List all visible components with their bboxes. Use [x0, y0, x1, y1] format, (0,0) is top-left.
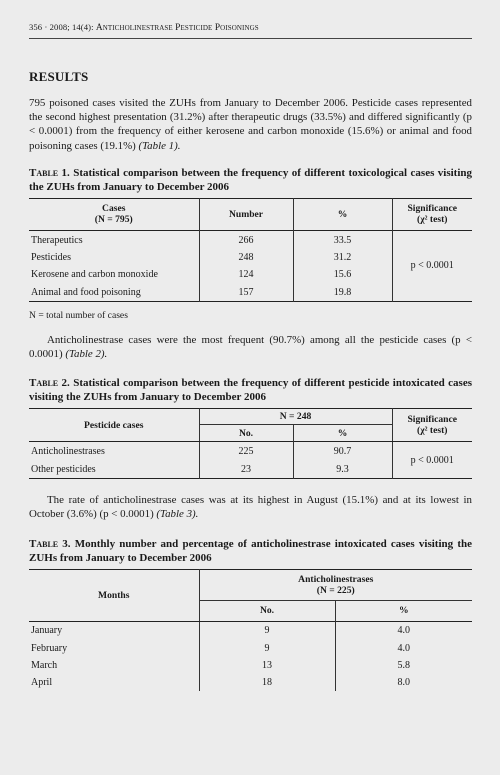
- table-3: [29, 569, 472, 692]
- table-caption: Table 2. Statistical comparison between the frequency of different pesticide intoxicated cases visiting the ZUHs from January to December 2006: [29, 377, 472, 404]
- table-header-row: [29, 569, 472, 600]
- table-row: Therapeutics 266 33.5 p < 0.0001: [29, 230, 472, 249]
- column-header: Months: [29, 569, 199, 621]
- column-header: Significance (χ² test): [392, 198, 472, 230]
- table-row: Other pesticides 23 9.3: [29, 461, 472, 479]
- table-row: February 9 4.0: [29, 640, 472, 657]
- results-paragraph-3: The rate of anticholinestrase cases was at its highest in August (15.1%) and at its lowest in October (3.6%) (p < 0.0001) (Table 3).: [29, 494, 472, 521]
- table-caption: Table 3. Monthly number and percentage of anticholinestrase intoxicated cases visiting the ZUHs from January to December 2006: [29, 537, 472, 564]
- table-ref: (Table 3).: [156, 508, 199, 521]
- page-info: 356 · 2008; 14(4):: [29, 22, 96, 32]
- column-header: Cases (N = 795): [94, 203, 133, 226]
- table-row: Animal and food poisoning 157 19.8: [29, 283, 472, 301]
- header-rule: [29, 38, 472, 39]
- table-row: January 9 4.0: [29, 621, 472, 640]
- table-header-row: [29, 409, 472, 425]
- journal-title: Anticholinestrase Pesticide Poisonings: [95, 23, 259, 33]
- column-header: Significance (χ² test): [392, 409, 472, 442]
- column-header: N = 248: [199, 409, 392, 425]
- column-header: No.: [199, 425, 293, 442]
- table-note: N = total number of cases: [29, 309, 128, 321]
- table-2: [29, 408, 472, 479]
- column-header: %: [293, 198, 392, 230]
- column-header: Anticholinestrases (N = 225): [199, 569, 472, 600]
- table-ref: (Table 2).: [65, 348, 108, 361]
- column-header: %: [293, 425, 392, 442]
- results-paragraph-2: Anticholinestrase cases were the most frequent (90.7%) among all the pesticide cases (p < 0.0001) (Table 2).: [29, 333, 472, 361]
- results-paragraph-1: 795 poisoned cases visited the ZUHs from January to December 2006. Pesticide cases represented the second highest presentation (31.2%) after therapeutic drugs (33.5%) and differed significantly (p < 0.0001) from the frequency of either kerosene and carbon monoxide (15.6%) or animal and food poisoning cases (19.1%) (Table 1).: [29, 97, 472, 152]
- table-1: [29, 198, 472, 302]
- column-header: Pesticide cases: [29, 409, 199, 442]
- table-row: Pesticides 248 31.2: [29, 249, 472, 266]
- table-row: April 18 8.0: [29, 674, 472, 691]
- table-row: Anticholinestrases 225 90.7 p < 0.0001: [29, 442, 472, 461]
- significance-cell: p < 0.0001: [392, 442, 472, 479]
- column-header: No.: [199, 600, 335, 621]
- table-row: Kerosene and carbon monoxide 124 15.6: [29, 266, 472, 283]
- significance-cell: p < 0.0001: [392, 230, 472, 301]
- table-row: March 13 5.8: [29, 657, 472, 674]
- table-header-row: [29, 198, 472, 230]
- column-header: %: [335, 600, 472, 621]
- results-heading: RESULTS: [29, 69, 89, 84]
- column-header: Number: [199, 198, 293, 230]
- table-ref: (Table 1).: [138, 139, 181, 152]
- table-caption: Table 1. Statistical comparison between the frequency of different toxicological cases visiting the ZUHs from January to December 2006: [29, 166, 472, 193]
- running-head: [29, 22, 472, 34]
